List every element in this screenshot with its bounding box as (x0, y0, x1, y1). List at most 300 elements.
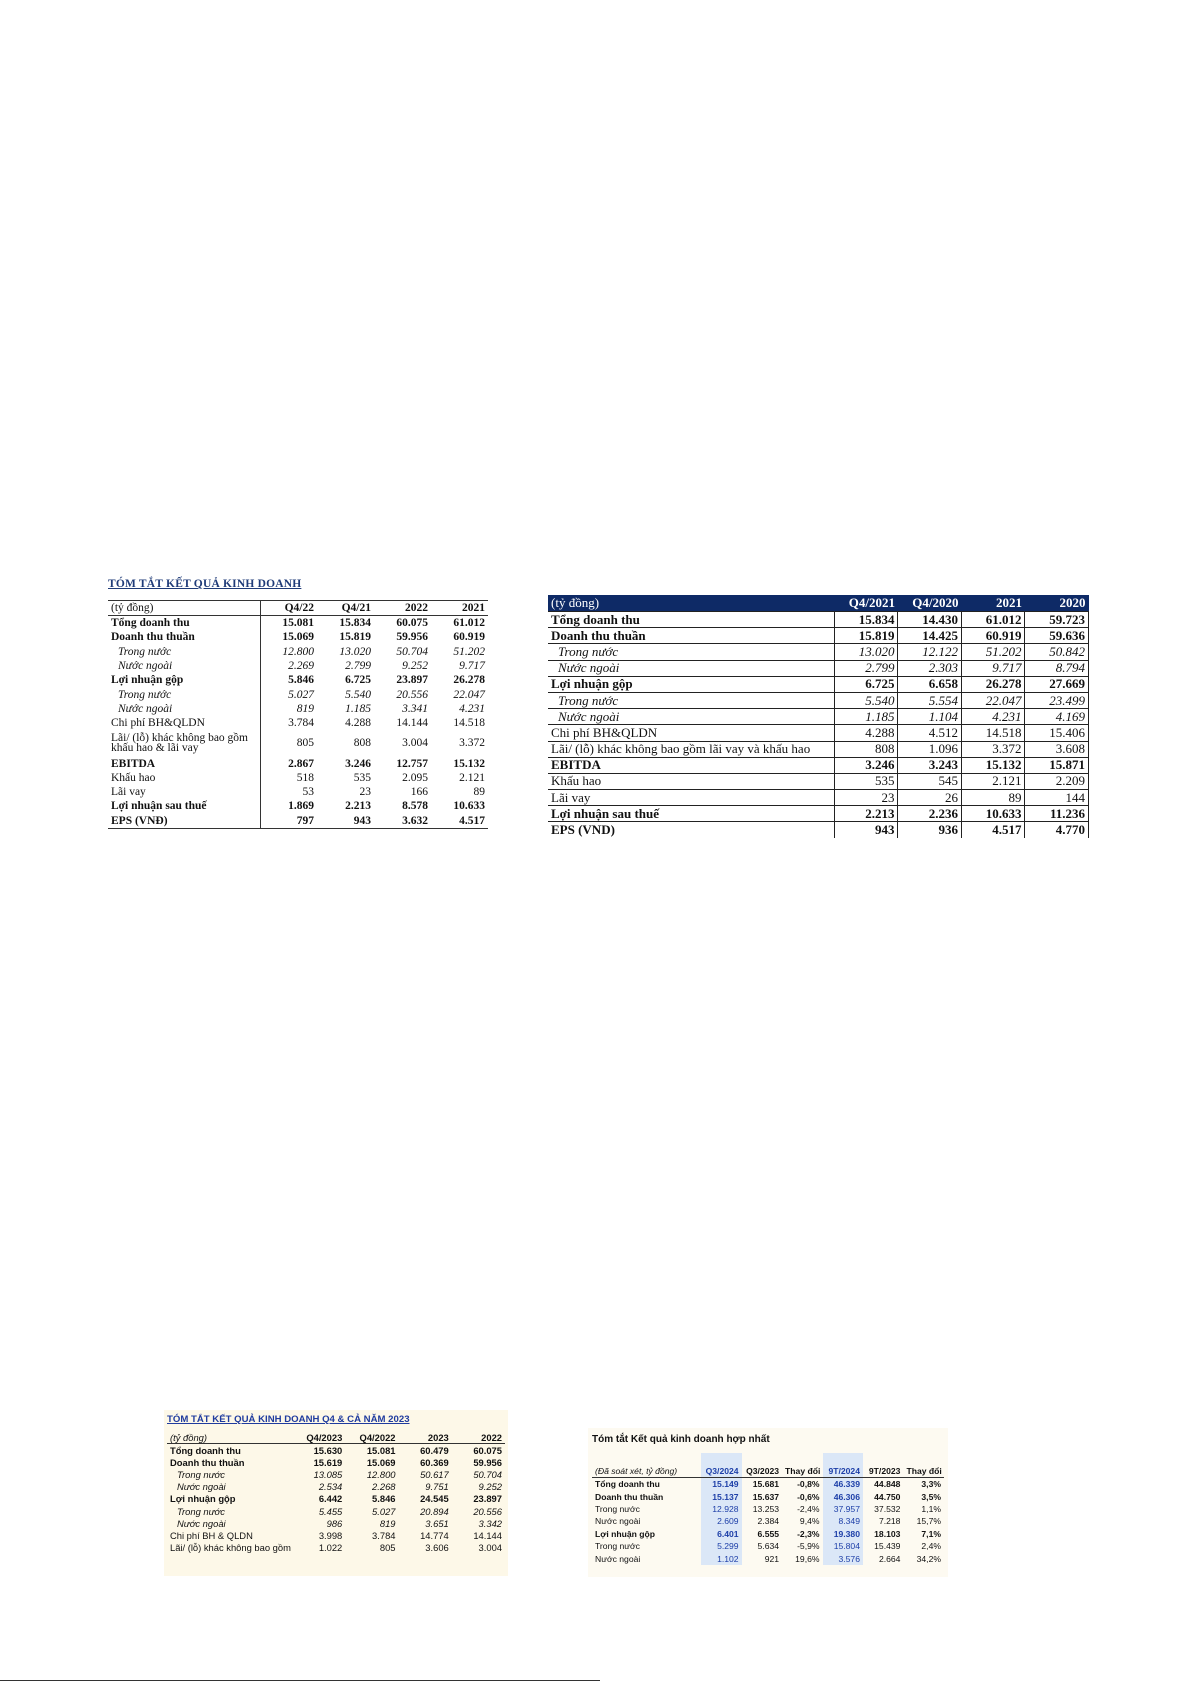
cell-value: -0,6% (797, 1491, 820, 1502)
cell-value: 1.102 (701, 1552, 741, 1564)
cell-value: 60.479 (399, 1444, 452, 1457)
table-title: Tóm tắt Kết quả kinh doanh hợp nhất (592, 1434, 770, 1445)
unit-label: (Đã soát xét, tỷ đồng) (592, 1453, 701, 1478)
cell-value: 9.252 (402, 660, 428, 673)
cell-value: 20.556 (396, 688, 428, 701)
cell-value: 6.725 (834, 676, 898, 692)
cell-value: 2.095 (402, 771, 428, 784)
cell-value: 3.372 (459, 737, 485, 750)
table-row (548, 692, 1089, 708)
row-label: EPS (VND) (548, 822, 834, 838)
table-row (548, 741, 1089, 757)
cell-value: 5.027 (260, 687, 317, 701)
cell-value: 34,2% (916, 1553, 941, 1564)
row-label: Lãi vay (111, 786, 146, 799)
table-row (108, 673, 488, 687)
cell-value: 15.681 (752, 1479, 780, 1490)
column-header: 2021 (431, 601, 488, 616)
table-row (167, 1468, 505, 1480)
cell-value: 9.717 (459, 660, 485, 673)
cell-value: 3,5% (921, 1491, 941, 1502)
cell-value: 23 (834, 790, 898, 806)
cell-value: 14.425 (898, 628, 962, 644)
row-label: Trong nước (118, 645, 172, 658)
cell-value: 5.554 (898, 692, 962, 708)
table-row (108, 616, 488, 631)
cell-value: 12.928 (701, 1503, 741, 1515)
cell-value: 9.252 (478, 1481, 502, 1493)
cell-value: 2.269 (260, 659, 317, 673)
column-header: Q4/2021 (834, 595, 898, 612)
cell-value: 23 (359, 786, 371, 799)
cell-value: 46.306 (823, 1490, 863, 1502)
cell-value: 3.004 (402, 737, 428, 750)
row-label: Nước ngoài (595, 1553, 641, 1564)
cell-value: 37.532 (874, 1503, 901, 1514)
cell-value: 5.846 (260, 673, 317, 687)
cell-value: 8.349 (823, 1515, 863, 1527)
summary-table-2023 (164, 1410, 508, 1576)
results-table (548, 595, 1089, 838)
cell-value: 46.339 (823, 1478, 863, 1491)
cell-value: 9,4% (799, 1516, 820, 1527)
cell-value: 1.096 (898, 741, 962, 757)
cell-value: 5.540 (834, 692, 898, 708)
cell-value: 26 (898, 790, 962, 806)
table-row (167, 1517, 505, 1529)
table-row (167, 1481, 505, 1493)
row-label: Tổng doanh thu (548, 612, 834, 628)
cell-value: 14.518 (961, 725, 1025, 741)
cell-value: 15.630 (292, 1444, 345, 1457)
cell-value: 89 (473, 786, 485, 799)
cell-value: 3.651 (425, 1517, 449, 1529)
results-table (108, 600, 488, 829)
cell-value: 15.137 (701, 1490, 741, 1502)
table-row (167, 1444, 505, 1457)
header-row (108, 601, 488, 616)
table-row (592, 1503, 944, 1515)
results-table (167, 1431, 505, 1554)
column-header: Thay đổi (782, 1453, 822, 1478)
row-label: Nước ngoài (548, 709, 834, 725)
row-label: Lợi nhuận gộp (548, 676, 834, 692)
column-header: Q4/2020 (898, 595, 962, 612)
cell-value: 808 (353, 737, 371, 750)
cell-value: 59.723 (1025, 612, 1089, 628)
cell-value: 60.919 (961, 628, 1025, 644)
cell-value: 8.794 (1025, 660, 1089, 676)
table-row (108, 771, 488, 785)
row-label: EPS (VNĐ) (108, 814, 260, 829)
cell-value: 15.439 (874, 1541, 901, 1552)
summary-table-2021 (548, 595, 1089, 838)
row-label: Trong nước (118, 688, 172, 701)
row-label: Lợi nhuận gộp (595, 1528, 656, 1539)
cell-value: 13.020 (834, 644, 898, 660)
row-label: EBITDA (548, 757, 834, 773)
cell-value: 15.834 (339, 617, 371, 630)
cell-value: 3.372 (961, 741, 1025, 757)
cell-value: 5.027 (372, 1505, 396, 1517)
column-header: 2022 (374, 601, 431, 616)
cell-value: 2.534 (318, 1481, 343, 1493)
cell-value: 2.213 (345, 800, 371, 813)
cell-value: 15.132 (453, 757, 485, 770)
cell-value: 9.751 (425, 1481, 449, 1493)
cell-value: 22.047 (961, 692, 1025, 708)
cell-value: 23.897 (396, 674, 428, 687)
cell-value: 819 (379, 1517, 396, 1529)
cell-value: 5.634 (757, 1541, 780, 1552)
cell-value: 1.104 (898, 709, 962, 725)
table-row (548, 709, 1089, 725)
table-row (548, 790, 1089, 806)
cell-value: 20.894 (420, 1505, 449, 1517)
cell-value: 14.144 (396, 717, 428, 730)
column-header: 2021 (961, 595, 1025, 612)
table-row (108, 645, 488, 659)
row-label: Lợi nhuận sau thuế (548, 806, 834, 822)
cell-value: 3,3% (921, 1479, 941, 1490)
cell-value: 4.231 (459, 702, 485, 715)
table-row (548, 612, 1089, 628)
cell-value: 4.512 (898, 725, 962, 741)
cell-value: 518 (260, 771, 317, 785)
cell-value: 986 (326, 1517, 343, 1529)
cell-value: 15.069 (366, 1456, 396, 1468)
cell-value: 943 (317, 814, 374, 829)
cell-value: 3.606 (425, 1542, 449, 1554)
cell-value: -2,4% (797, 1503, 820, 1514)
cell-value: 18.103 (874, 1528, 901, 1539)
cell-value: 15,7% (916, 1516, 941, 1527)
row-label: Trong nước (595, 1541, 640, 1552)
cell-value: 37.957 (823, 1503, 863, 1515)
table-title: TÓM TẮT KẾT QUẢ KINH DOANH (108, 578, 302, 590)
cell-value: 2.609 (701, 1515, 741, 1527)
unit-label: (tỷ đồng) (167, 1431, 292, 1444)
cell-value: 15.819 (339, 631, 371, 644)
cell-value: 59.636 (1025, 628, 1089, 644)
table-row (108, 716, 488, 730)
cell-value: 44.848 (874, 1479, 901, 1490)
table-row (108, 687, 488, 701)
column-header: Q4/21 (317, 601, 374, 616)
table-row (592, 1552, 944, 1564)
cell-value: 50.704 (473, 1468, 502, 1480)
cell-value: 3.342 (478, 1517, 502, 1529)
row-label: Trong nước (548, 692, 834, 708)
cell-value: 3.784 (260, 716, 317, 730)
cell-value: 15.081 (345, 1444, 398, 1457)
cell-value: -0,8% (797, 1479, 820, 1490)
cell-value: 921 (764, 1553, 780, 1564)
cell-value: 4.288 (345, 717, 371, 730)
cell-value: 2.867 (260, 756, 317, 770)
cell-value: 22.047 (453, 688, 485, 701)
column-header: Q3/2023 (742, 1453, 782, 1478)
cell-value: 15.871 (1025, 757, 1089, 773)
row-label: Lợi nhuận gộp (170, 1493, 236, 1505)
cell-value: 943 (834, 822, 898, 838)
unit-label: (tỷ đồng) (108, 601, 260, 616)
cell-value: 60.075 (396, 617, 428, 630)
column-header: Q4/2023 (292, 1431, 345, 1444)
cell-value: 2.213 (834, 806, 898, 822)
cell-value: 23.499 (1025, 692, 1089, 708)
column-header: 2020 (1025, 595, 1089, 612)
table-row (108, 814, 488, 829)
table-row (548, 725, 1089, 741)
header-row (167, 1431, 505, 1444)
row-label: Tổng doanh thu (111, 617, 190, 630)
table-row (108, 785, 488, 799)
table-row (592, 1515, 944, 1527)
cell-value: 3.004 (478, 1542, 502, 1554)
table-row (108, 659, 488, 673)
cell-value: 3.576 (823, 1552, 863, 1564)
cell-value: 13.085 (313, 1468, 343, 1480)
cell-value: 1.185 (834, 709, 898, 725)
header-row (592, 1453, 944, 1478)
table-row (548, 806, 1089, 822)
cell-value: 4.517 (961, 822, 1025, 838)
table-row (108, 730, 488, 756)
cell-value: 1.185 (345, 702, 371, 715)
cell-value: 3.243 (898, 757, 962, 773)
cell-value: 2.121 (459, 771, 485, 784)
cell-value: 61.012 (453, 617, 485, 630)
cell-value: 19.380 (823, 1528, 863, 1540)
cell-value: 6.725 (345, 674, 371, 687)
cell-value: 26.278 (453, 674, 485, 687)
cell-value: 2.121 (961, 773, 1025, 789)
row-label: Lãi/ (lỗ) khác không bao gồm (170, 1542, 291, 1554)
column-header: 9T/2023 (863, 1453, 903, 1478)
cell-value: 535 (834, 773, 898, 789)
cell-value: 2.664 (878, 1553, 901, 1564)
table-row (167, 1505, 505, 1517)
page-divider (0, 1680, 600, 1681)
cell-value: 23.897 (473, 1493, 502, 1505)
cell-value: 2.268 (372, 1481, 396, 1493)
column-header: Q4/2022 (345, 1431, 398, 1444)
table-row (592, 1540, 944, 1552)
table-row (108, 756, 488, 770)
table-row (592, 1478, 944, 1491)
cell-value: 535 (353, 771, 371, 784)
cell-value: 3.246 (834, 757, 898, 773)
table-row (592, 1528, 944, 1540)
cell-value: 13.253 (752, 1503, 780, 1514)
table-row (548, 676, 1089, 692)
cell-value: 2,4% (921, 1541, 941, 1552)
row-label: Tổng doanh thu (167, 1444, 292, 1457)
row-label: Chi phí BH&QLDN (111, 717, 205, 730)
cell-value: 3.341 (402, 702, 428, 715)
row-label: Nước ngoài (548, 660, 834, 676)
cell-value: 60.075 (452, 1444, 505, 1457)
cell-value: 545 (898, 773, 962, 789)
cell-value: 2.799 (345, 660, 371, 673)
cell-value: 14.430 (898, 612, 962, 628)
row-label: Lãi/ (lỗ) khác không bao gồm lãi vay và khấu hao (548, 741, 834, 757)
cell-value: 12.800 (366, 1468, 396, 1480)
cell-value: 7,1% (921, 1528, 941, 1539)
row-label: Chi phí BH & QLDN (170, 1529, 253, 1541)
cell-value: 12.757 (396, 757, 428, 770)
row-label: Doanh thu thuần (595, 1491, 664, 1502)
table-row (548, 773, 1089, 789)
row-label: Nước ngoài (118, 660, 173, 673)
cell-value: 13.020 (339, 645, 371, 658)
cell-value: 59.956 (473, 1456, 502, 1468)
cell-value: 4.169 (1025, 709, 1089, 725)
unit-label: (tỷ đồng) (548, 595, 834, 612)
cell-value: 6.401 (701, 1528, 741, 1540)
row-label: Khấu hao (111, 771, 156, 784)
cell-value: 166 (410, 786, 428, 799)
table-row (167, 1529, 505, 1541)
results-table (592, 1453, 944, 1565)
cell-value: 936 (898, 822, 962, 838)
column-header: Thay đổi (903, 1453, 944, 1478)
cell-value: 808 (834, 741, 898, 757)
table-row (548, 822, 1089, 838)
cell-value: 15.819 (834, 628, 898, 644)
cell-value: -5,9% (797, 1541, 820, 1552)
cell-value: 15.149 (701, 1478, 741, 1491)
cell-value: 4.517 (431, 814, 488, 829)
cell-value: 27.669 (1025, 676, 1089, 692)
row-label: Lãi vay (548, 790, 834, 806)
cell-value: 2.303 (898, 660, 962, 676)
cell-value: 4.231 (961, 709, 1025, 725)
cell-value: 144 (1025, 790, 1089, 806)
summary-table-2022 (108, 578, 488, 829)
cell-value: 51.202 (961, 644, 1025, 660)
row-label: Lợi nhuận gộp (111, 674, 184, 687)
cell-value: 89 (961, 790, 1025, 806)
table-row (548, 757, 1089, 773)
cell-value: 1,1% (921, 1503, 941, 1514)
table-row (167, 1542, 505, 1554)
cell-value: 15.619 (313, 1456, 343, 1468)
table-row (548, 628, 1089, 644)
cell-value: 15.406 (1025, 725, 1089, 741)
cell-value: 3.246 (345, 757, 371, 770)
cell-value: 4.288 (834, 725, 898, 741)
row-label: Lợi nhuận sau thuế (111, 800, 207, 813)
cell-value: 2.799 (834, 660, 898, 676)
cell-value: 2.209 (1025, 773, 1089, 789)
row-label: Nước ngoài (595, 1516, 641, 1527)
table-row (167, 1456, 505, 1468)
cell-value: 51.202 (453, 645, 485, 658)
cell-value: 819 (260, 702, 317, 716)
cell-value: 60.369 (420, 1456, 449, 1468)
table-row (108, 630, 488, 644)
row-label: Doanh thu thuần (170, 1456, 245, 1468)
cell-value: 19,6% (795, 1553, 820, 1564)
cell-value: 11.236 (1025, 806, 1089, 822)
column-header: Q4/22 (260, 601, 317, 616)
row-label: Nước ngoài (118, 702, 173, 715)
cell-value: 2.384 (757, 1516, 780, 1527)
cell-value: 15.637 (752, 1491, 780, 1502)
cell-value: 53 (260, 785, 317, 799)
cell-value: 50.617 (420, 1468, 449, 1480)
cell-value: 10.633 (453, 800, 485, 813)
cell-value: 6.658 (898, 676, 962, 692)
cell-value: 1.022 (318, 1542, 343, 1554)
cell-value: 6.442 (318, 1493, 343, 1505)
cell-value: 24.545 (420, 1493, 449, 1505)
cell-value: 20.556 (473, 1505, 502, 1517)
cell-value: 8.578 (402, 800, 428, 813)
cell-value: 3.998 (318, 1529, 343, 1541)
cell-value: 15.132 (961, 757, 1025, 773)
cell-value: 5.455 (318, 1505, 343, 1517)
row-label: Nước ngoài (177, 1481, 226, 1493)
cell-value: 14.774 (420, 1529, 449, 1541)
table-row (592, 1490, 944, 1502)
cell-value: 15.804 (823, 1540, 863, 1552)
cell-value: 9.717 (961, 660, 1025, 676)
cell-value: 14.518 (453, 717, 485, 730)
column-header: 2023 (399, 1431, 452, 1444)
row-label: Trong nước (177, 1505, 225, 1517)
table-row (167, 1493, 505, 1505)
cell-value: 12.122 (898, 644, 962, 660)
cell-value: 2.236 (898, 806, 962, 822)
cell-value: 7.218 (878, 1516, 901, 1527)
row-label: EBITDA (111, 757, 156, 770)
cell-value: 50.704 (396, 645, 428, 658)
table-row (108, 799, 488, 813)
column-header: 9T/2024 (823, 1453, 863, 1478)
cell-value: -2,3% (797, 1528, 820, 1539)
cell-value: 3.784 (372, 1529, 396, 1541)
cell-value: 44.750 (874, 1491, 901, 1502)
table-row (548, 644, 1089, 660)
row-label: Chi phí BH&QLDN (548, 725, 834, 741)
cell-value: 10.633 (961, 806, 1025, 822)
cell-value: 60.919 (453, 631, 485, 644)
cell-value: 5.846 (372, 1493, 396, 1505)
cell-value: 5.540 (345, 688, 371, 701)
summary-table-q3-2024 (588, 1428, 948, 1577)
cell-value: 805 (260, 730, 317, 756)
row-label: Trong nước (548, 644, 834, 660)
row-label: Doanh thu thuần (111, 631, 195, 644)
cell-value: 50.842 (1025, 644, 1089, 660)
cell-value: 3.632 (374, 814, 431, 829)
row-label: Lãi/ (lỗ) khác không bao gồm khấu hao & lãi vay (111, 732, 249, 755)
row-label: Trong nước (595, 1503, 640, 1514)
cell-value: 12.800 (260, 645, 317, 659)
cell-value: 26.278 (961, 676, 1025, 692)
column-header: Q3/2024 (701, 1453, 741, 1478)
cell-value: 15.834 (834, 612, 898, 628)
column-header: 2022 (452, 1431, 505, 1444)
cell-value: 5.299 (701, 1540, 741, 1552)
row-label: Trong nước (177, 1468, 225, 1480)
row-label: Doanh thu thuần (548, 628, 834, 644)
cell-value: 15.069 (260, 630, 317, 644)
row-label: Nước ngoài (177, 1517, 226, 1529)
